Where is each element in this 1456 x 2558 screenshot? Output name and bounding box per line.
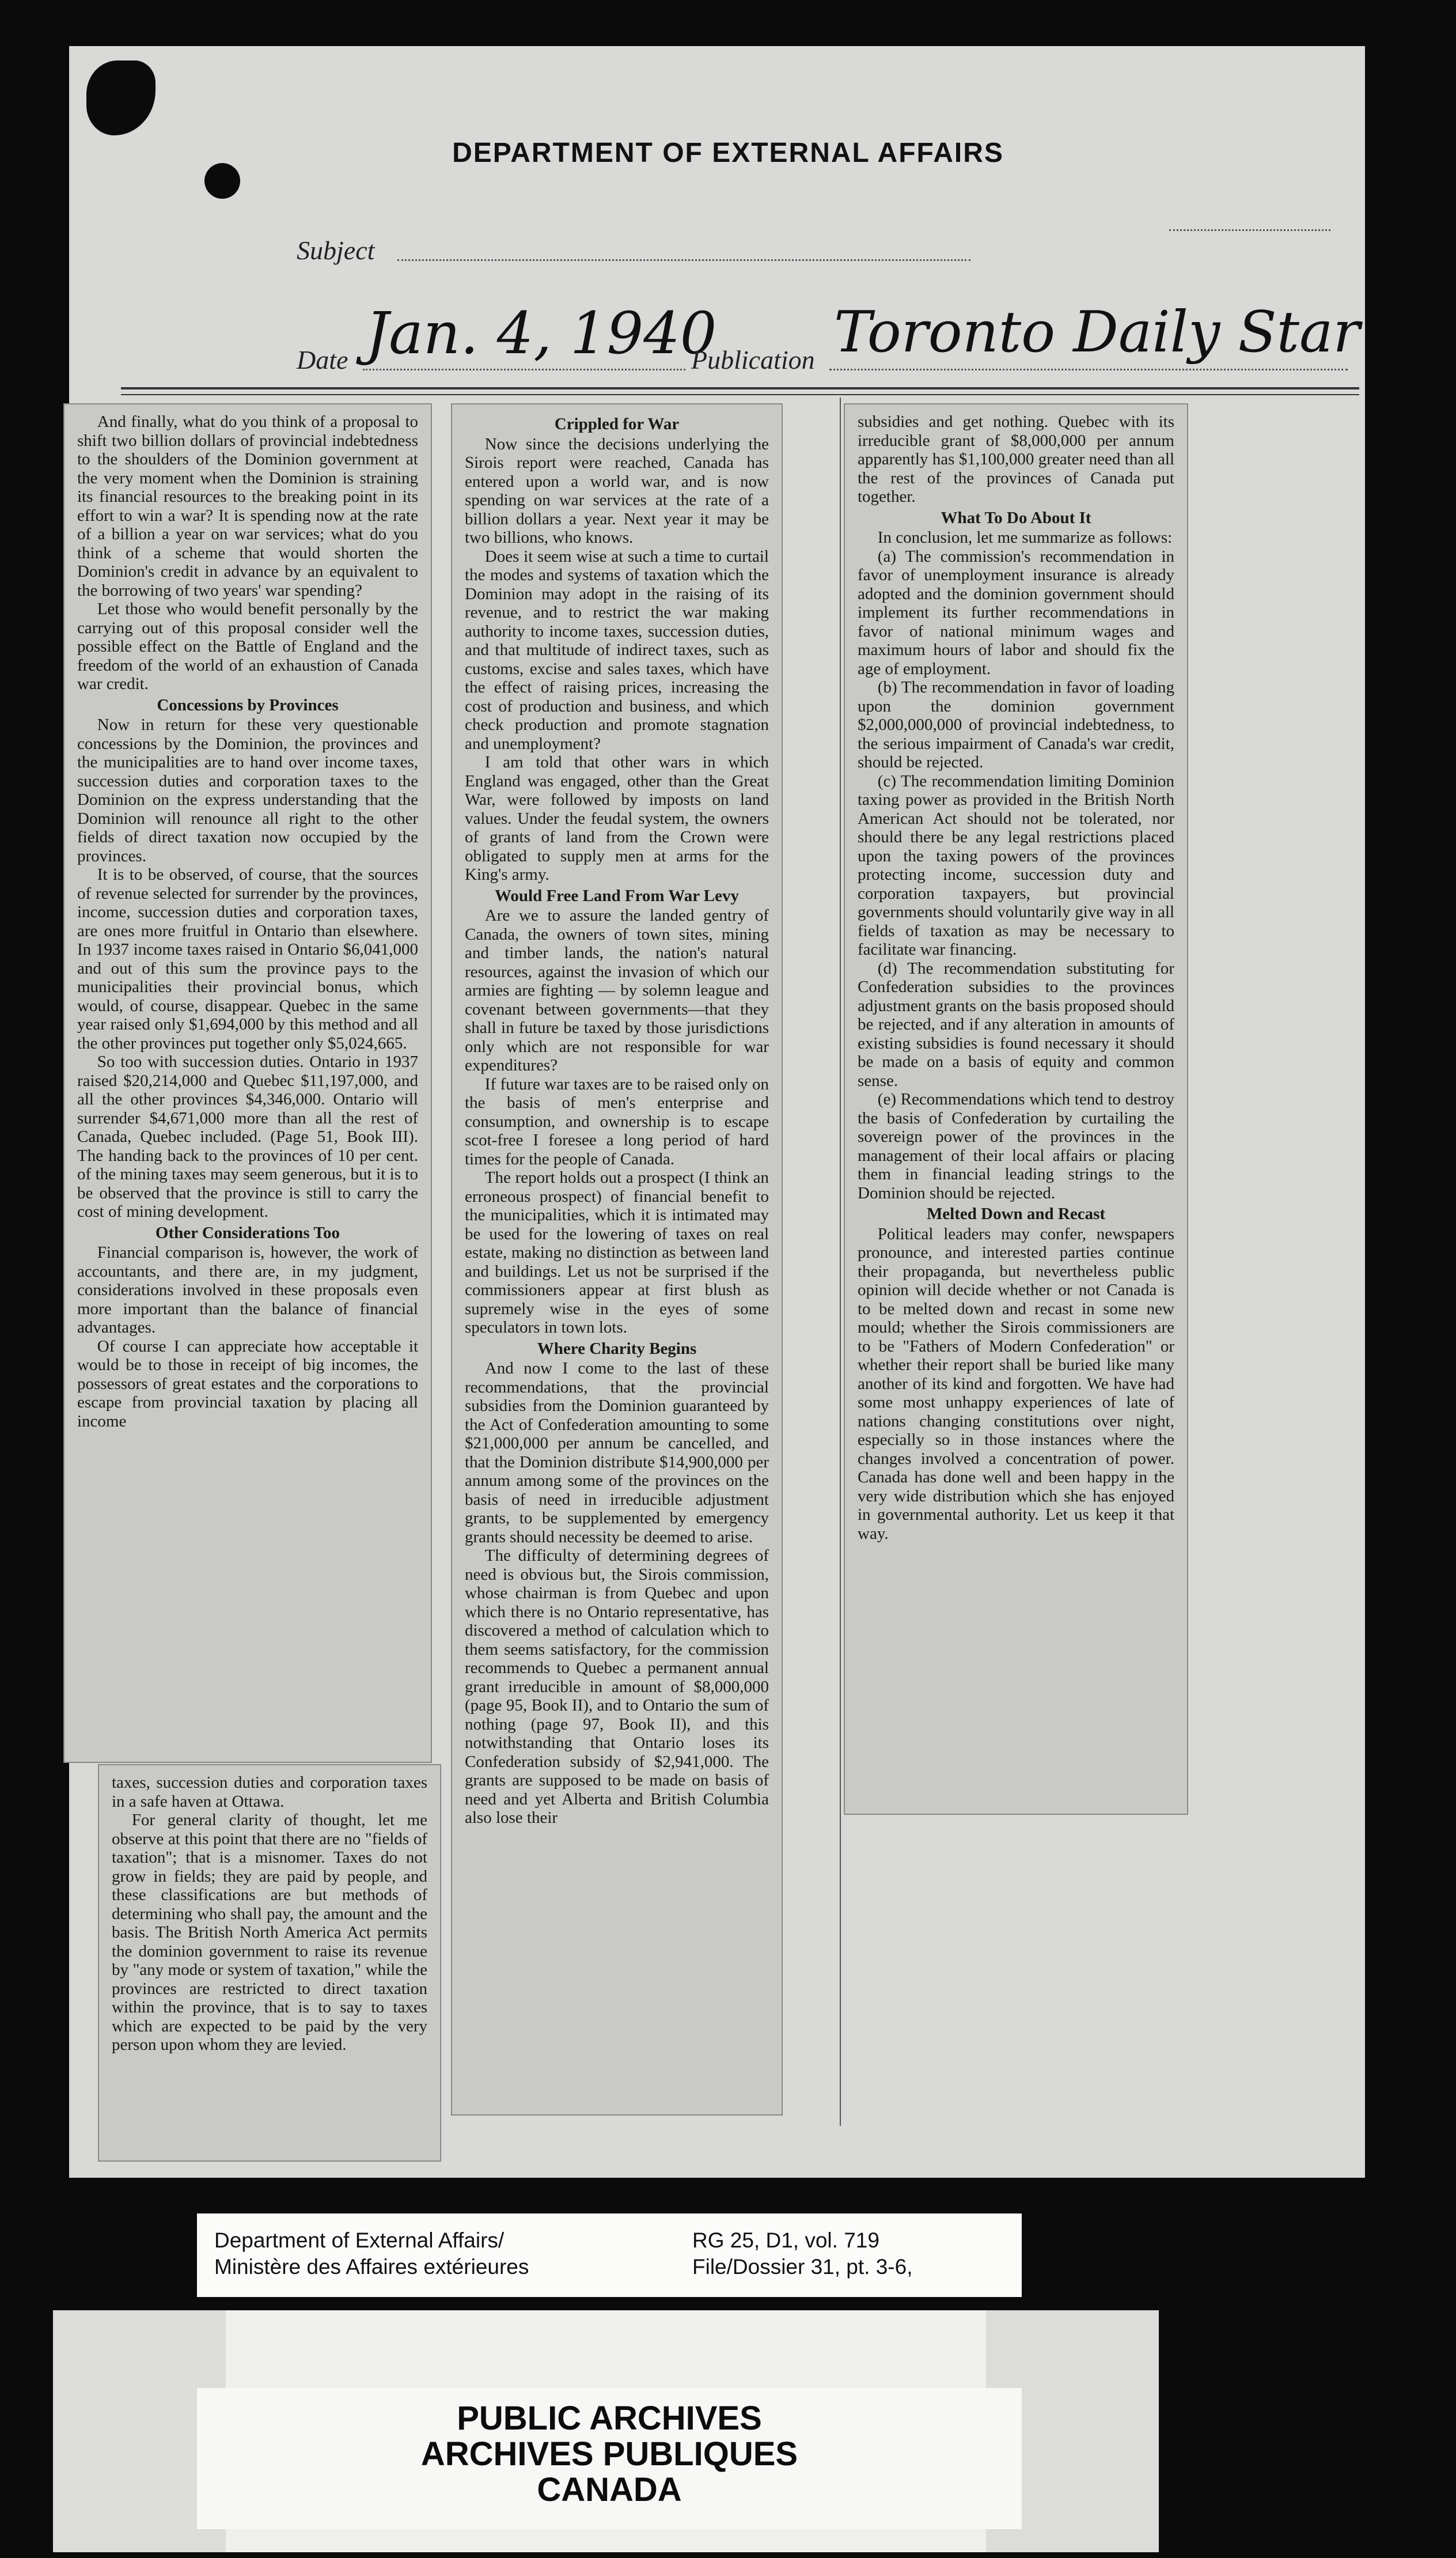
paragraph: I am told that other wars in which England was engaged, other than the Great War, were followed by imposts on land values. Under the feudal system, the owners of grants of land from the Crown were obligated to supply men at arms for the King's army. — [465, 753, 769, 884]
department-heading: DEPARTMENT OF EXTERNAL AFFAIRS — [452, 138, 1004, 168]
archives-name-fr: ARCHIVES PUBLIQUES — [420, 2435, 798, 2473]
paragraph: And finally, what do you think of a proposal to shift two billion dollars of provincial indebtedness to the shoulders of the Dominion government at the very moment when the Dominion is straining its financial resources to the breaking point in its effort to win a war? It is spending now at the rate of a billion a year on war services; what do you think of a scheme that would shorten the Dominion's credit in advance by an equivalent to the borrowing of two years' war spending? — [77, 413, 418, 600]
paragraph: It is to be observed, of course, that the sources of revenue selected for surrender by the provinces, income, succession duties and corporation taxes, are ones more fruitful in Ontario than elsewhere. In 1937 income taxes raised in Ontario $6,041,000 and out of this sum the province pays to the municipalities their provincial bonus, which would, of course, disappear. Quebec in the same year raised only $1,694,000 by this method and all the other provinces put together only $5,024,665. — [77, 865, 418, 1053]
paragraph: Of course I can appreciate how acceptable it would be to those in receipt of big incomes, the possessors of great estates and the corporations to escape from provincial taxation by placing all income — [77, 1337, 418, 1431]
dept-name-en: Department of External Affairs/ — [214, 2228, 505, 2252]
paragraph: (c) The recommendation limiting Dominion taxing power as provided in the British North American Act should not be tolerated, nor should there be any legal restrictions placed upon the taxing powers of the provinces protecting income, succession duty and corporation taxpayers, but provincial governments should voluntarily give way in all fields of taxation as may be necessary to facilitate war financing. — [858, 771, 1174, 959]
subheading: Would Free Land From War Levy — [494, 886, 740, 905]
paragraph: Let those who would benefit personally by the carrying out of this proposal consider well the possible effect on the Battle of England and the freedom of the world of an exhaustion of Canada war credit. — [77, 600, 418, 693]
paragraph: The difficulty of determining degrees of need is obvious but, the Sirois commission, whose chairman is from Quebec and upon which there is no Ontario representative, has discovered a method of calculation which to them seems satisfactory, for the commission recommends to Quebec a permanent annual grant irreducible in amount of $8,000,000 (page 95, Book II), and to Ontario the sum of nothing (page 97, Book II), and this notwithstanding that Ontario loses its Confederation subsidy of $2,941,000. The grants are supposed to be made on basis of need and yet Alberta and British Columbia also lose their — [465, 1546, 769, 1827]
archives-stamp — [197, 2388, 1022, 2529]
paragraph: (b) The recommendation in favor of loading upon the dominion government $2,000,000,000 of provincial indebtedness, to the serious impairment of Canada's war credit, should be rejected. — [858, 678, 1174, 771]
paragraph: (a) The commission's recommendation in favor of unemployment insurance is already adopted and the dominion government should implement its further recommendations in favor of national minimum wages and maximum hours of labor and should fix the age of employment. — [858, 547, 1174, 678]
date-label: Date — [297, 345, 348, 374]
paragraph: taxes, succession duties and corporation taxes in a safe haven at Ottawa. — [112, 1773, 427, 1811]
paragraph: subsidies and get nothing. Quebec with its irreducible grant of $8,000,000 per annum apparently has $1,100,000 greater need than all the rest of the provinces of Canada put together. — [858, 413, 1174, 506]
header-rule — [121, 387, 1359, 389]
paragraph: Now in return for these very questionable concessions by the Dominion, the provinces and the municipalities are to hand over income taxes, succession duties and corporation taxes to the Dominion on the express understanding that the Dominion will renounce all right to the other fields of direct taxation now occupied by the provinces. — [77, 716, 418, 865]
subheading: Crippled for War — [554, 415, 680, 433]
column-separator — [840, 398, 841, 2126]
paragraph: (e) Recommendations which tend to destroy the basis of Confederation by curtailing the sovereign power of the provinces in the management of their local affairs or placing them in financial leading strings to the Dominion should be rejected. — [858, 1090, 1174, 1202]
date-line — [363, 369, 685, 370]
paragraph: Political leaders may confer, newspapers pronounce, and interested parties continue their propaganda, but nevertheless public opinion will decide whether or not Canada is to be melted down and recast in some new mould; whether the Sirois commissioners are to be "Fathers of Modern Confederation" or whether their report shall be buried like many another of its kind and forgotten. We have had some most unhappy experiences of late of nations changing constitutions over night, especially so in those instances where the changes involved a concentration of power. Canada has done well and been happy in the very wide distribution which she has enjoyed in governmental authority. Let us keep it that way. — [858, 1224, 1174, 1543]
paragraph: And now I come to the last of these recommendations, that the provincial subsidies from the Dominion guaranteed by the Act of Confederation amounting to some $21,000,000 per annum be cancelled, and that the Dominion distribute $14,900,000 per annum among some of the provinces on the basis of need in irreducible adjustment grants, to be supplemented by emergency grants should necessity be deemed to arise. — [465, 1359, 769, 1546]
dept-name-fr: Ministère des Affaires extérieures — [214, 2255, 529, 2279]
paragraph: If future war taxes are to be raised only on the basis of men's enterprise and consumption, and ownership is to escape scot-free I foresee a long period of hard times for the people of Canada. — [465, 1074, 769, 1168]
archives-name-en: PUBLIC ARCHIVES — [457, 2400, 762, 2437]
subheading: What To Do About It — [941, 508, 1091, 527]
subheading: Melted Down and Recast — [926, 1205, 1106, 1223]
paragraph: Are we to assure the landed gentry of Canada, the owners of town sites, mining and timber lands, the nation's natural resources, against the invasion of which our armies are fighting — by solemn league and covenant between governments—that they shall in future be taxed by those jurisdictions only which are not responsible for war expenditures? — [465, 906, 769, 1074]
article-column-2 — [451, 403, 783, 2116]
article-column-1 — [63, 403, 432, 1763]
paragraph: For general clarity of thought, let me observe at this point that there are no "fields of taxation"; that is a misnomer. Taxes do not grow in fields; they are paid by people, and these classifications are but methods of determining who shall pay, the amount and the basis. The British North America Act permits the dominion government to raise its revenue by "any mode or system of taxation," while the provinces are restricted to direct taxation within the province, that is to say to taxes which are expected to be paid by the very person upon whom they are levied. — [112, 1811, 427, 2054]
publication-line — [829, 369, 1348, 370]
paragraph: In conclusion, let me summarize as follows: — [877, 528, 1173, 547]
paragraph: (d) The recommendation substituting for Confederation subsidies to the provinces adjustment grants on the basis proposed should be rejected, and if any alteration in amounts of existing subsidies is found necessary it should be made on a basis of equity and common sense. — [858, 959, 1174, 1090]
publication-value: Toronto Daily Star — [834, 300, 1360, 365]
subheading: Where Charity Begins — [537, 1339, 697, 1358]
paragraph: So too with succession duties. Ontario in 1937 raised $20,214,000 and Quebec $11,197,000, and all the other provinces $4,346,000. Ontario will surrender $4,671,000 more than all the rest of Canada, Quebec included. (Page 51, Book III). The handing back to the provinces of 10 per cent. of the mining taxes may seem generous, but it is to be observed that the province is still to carry the cost of mining development. — [77, 1053, 418, 1221]
header-rule-thin — [121, 394, 1359, 395]
archive-reference-label — [197, 2213, 1022, 2297]
reference-file: File/Dossier 31, pt. 3-6, — [692, 2255, 913, 2279]
subheading: Other Considerations Too — [155, 1223, 340, 1242]
paragraph: The report holds out a prospect (I think an erroneous prospect) of financial benefit to the municipalities, which it is intimated may be used for the lowering of taxes on real estate, making no distinction as between land and buildings. Let us not be surprised if the commissioners appear at first blush as supremely wise in the eyes of some speculators in town lots. — [465, 1168, 769, 1337]
publication-label: Publication — [691, 345, 815, 374]
subheading: Concessions by Provinces — [157, 695, 339, 714]
article-column-1-continued — [98, 1764, 441, 2162]
date-value: Jan. 4, 1940 — [366, 300, 717, 367]
subject-label: Subject — [297, 236, 375, 265]
article-column-3 — [844, 403, 1188, 1815]
paragraph: Does it seem wise at such a time to curtail the modes and systems of taxation which the Dominion may adopt in the raising of its revenue, and to restrict the war making authority to income taxes, succession duties, and that multitude of indirect taxes, such as customs, excise and sales taxes, which have the effect of raising prices, increasing the cost of production and business, and which check production and promote stagnation and unemployment? — [465, 547, 769, 753]
paragraph: Financial comparison is, however, the work of accountants, and there are, in my judgment, considerations involved in these proposals even more important than the balance of financial advantages. — [77, 1243, 418, 1337]
subject-line — [397, 259, 970, 261]
reference-volume: RG 25, D1, vol. 719 — [692, 2228, 879, 2252]
archives-country: CANADA — [537, 2471, 682, 2508]
top-right-dotted-line — [1169, 229, 1330, 231]
paragraph: Now since the decisions underlying the Sirois report were reached, Canada has entered upon a world war, and is now spending on war services at the rate of a billion dollars a year. Next year it may be two billions, who knows. — [465, 434, 769, 547]
